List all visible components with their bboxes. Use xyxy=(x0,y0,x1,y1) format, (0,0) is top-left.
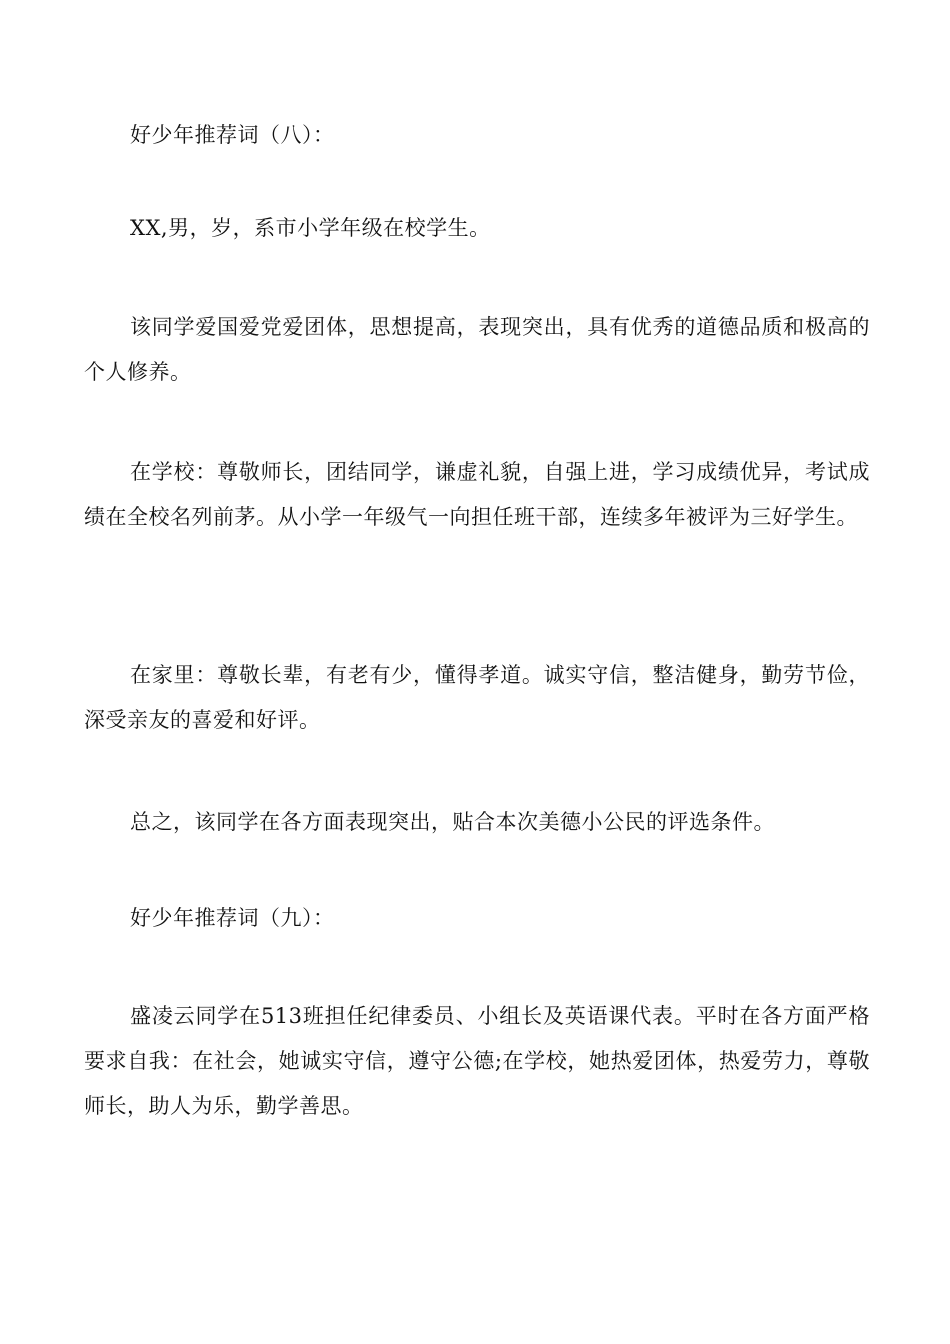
home-paragraph: 在家里：尊敬长辈，有老有少，懂得孝道。诚实守信，整洁健身，勤劳节俭，深受亲友的喜爱和好评。 xyxy=(84,663,870,732)
section-heading-9: 好少年推荐词（九）： xyxy=(130,906,335,930)
summary-paragraph: 总之，该同学在各方面表现突出，贴合本次美德小公民的评选条件。 xyxy=(130,810,775,834)
section-heading-8: 好少年推荐词（八）： xyxy=(130,123,335,147)
student-description-paragraph: 盛凌云同学在513班担任纪律委员、小组长及英语课代表。平时在各方面严格要求自我：在社会，她诚实守信，遵守公德;在学校，她热爱团体，热爱劳力，尊敬师长，助人为乐，勤学善思。 xyxy=(84,1004,870,1118)
student-info-paragraph: XX,男，岁，系市小学年级在校学生。 xyxy=(130,216,491,240)
character-paragraph: 该同学爱国爱党爱团体，思想提高，表现突出，具有优秀的道德品质和极高的个人修养。 xyxy=(84,315,870,384)
school-paragraph: 在学校：尊敬师长，团结同学，谦虚礼貌，自强上进，学习成绩优异，考试成绩在全校名列前茅。从小学一年级气一向担任班干部，连续多年被评为三好学生。 xyxy=(84,460,870,529)
